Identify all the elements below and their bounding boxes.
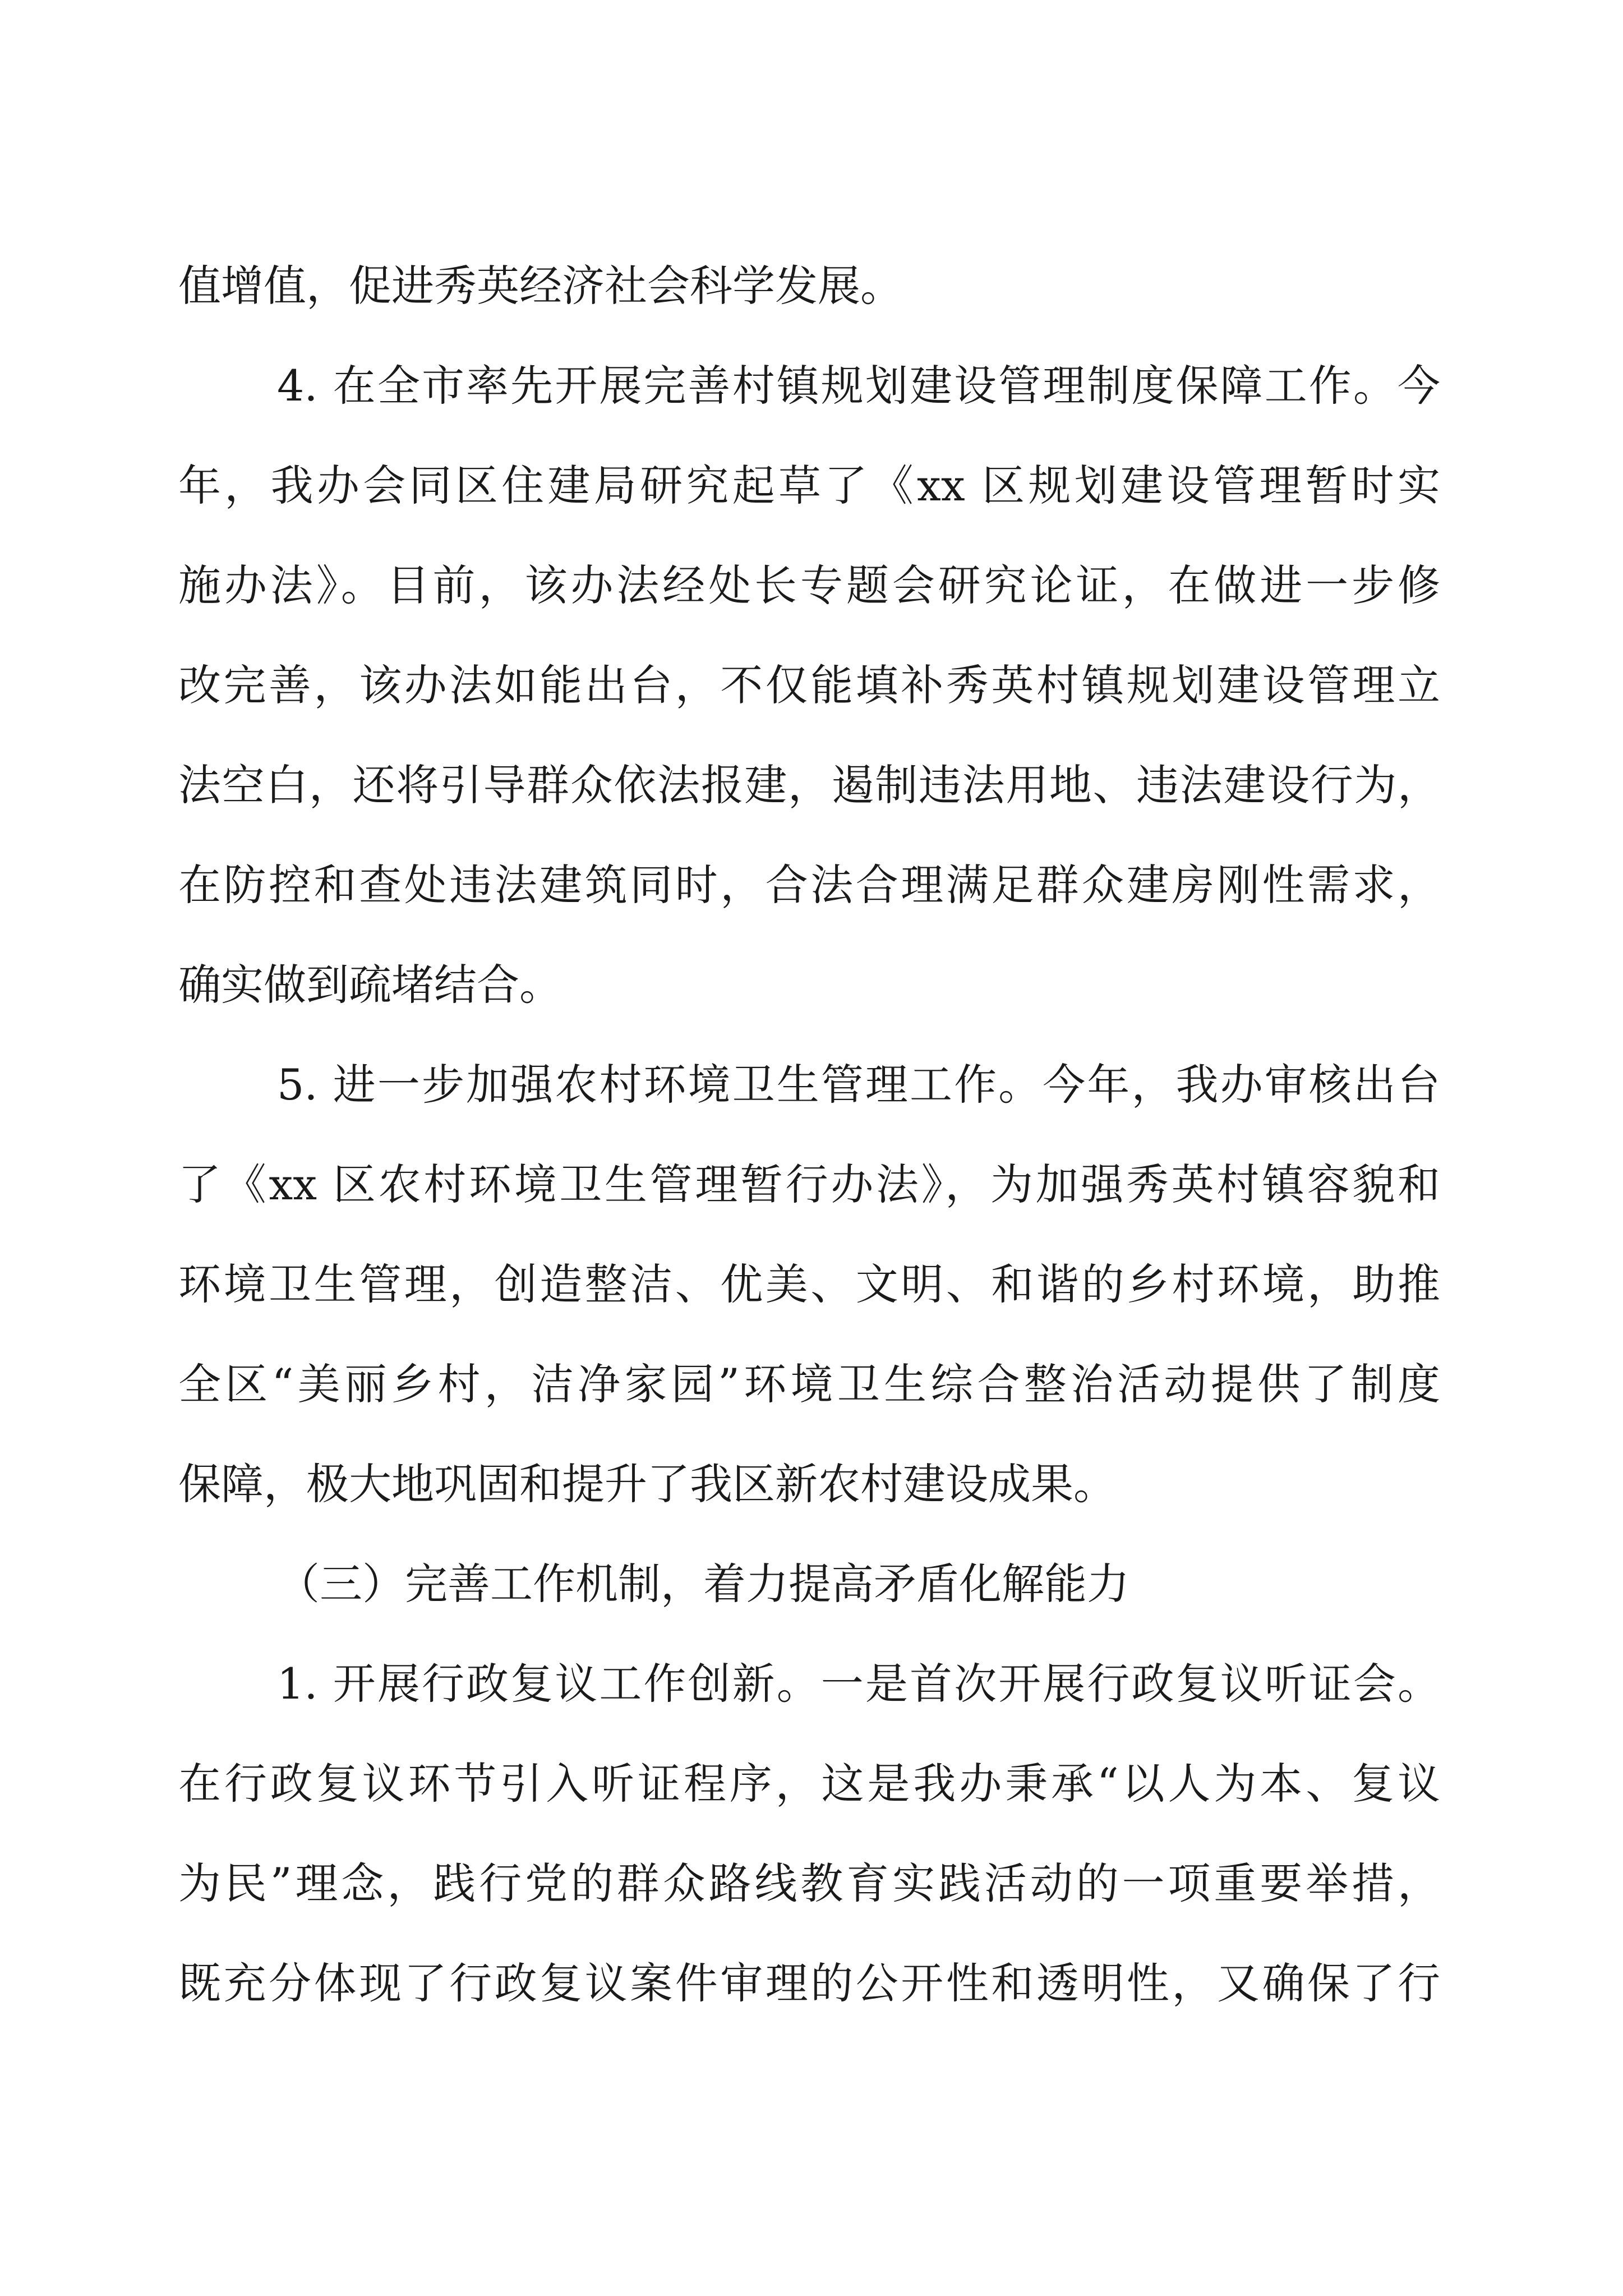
text-line: 在行政复议环节引入听证程序，这是我办秉承“以人为本、复议 xyxy=(178,1759,1440,1809)
text-line: 4. 在全市率先开展完善村镇规划建设管理制度保障工作。今 xyxy=(277,361,1440,411)
text-line: 环境卫生管理，创造整洁、优美、文明、和谐的乡村环境，助推 xyxy=(178,1259,1440,1309)
text-line: 5. 进一步加强农村环境卫生管理工作。今年，我办审核出台 xyxy=(277,1060,1440,1110)
text-line: 既充分体现了行政复议案件审理的公开性和透明性，又确保了行 xyxy=(178,1958,1440,2008)
text-line: 全区“美丽乡村，洁净家园”环境卫生综合整治活动提供了制度 xyxy=(178,1359,1440,1409)
text-line: 改完善，该办法如能出台，不仅能填补秀英村镇规划建设管理立 xyxy=(178,660,1440,710)
text-line: 保障，极大地巩固和提升了我区新农村建设成果。 xyxy=(178,1459,1116,1509)
text-line: 在防控和查处违法建筑同时，合法合理满足群众建房刚性需求， xyxy=(178,860,1440,910)
text-line: 确实做到疏堵结合。 xyxy=(178,960,562,1010)
text-line: 施办法》。目前，该办法经处长专题会研究论证，在做进一步修 xyxy=(178,560,1440,610)
text-line: 法空白，还将引导群众依法报建，遏制违法用地、违法建设行为， xyxy=(178,760,1440,810)
text-line: 为民”理念，践行党的群众路线教育实践活动的一项重要举措， xyxy=(178,1858,1440,1908)
text-line: 值增值，促进秀英经济社会科学发展。 xyxy=(178,261,903,311)
text-line: 年，我办会同区住建局研究起草了《xx 区规划建设管理暂时实 xyxy=(178,461,1440,510)
section-heading: （三）完善工作机制，着力提高矛盾化解能力 xyxy=(277,1559,1129,1609)
text-line: 了《xx 区农村环境卫生管理暂行办法》，为加强秀英村镇容貌和 xyxy=(178,1159,1440,1209)
text-line: 1. 开展行政复议工作创新。一是首次开展行政复议听证会。 xyxy=(277,1659,1440,1709)
